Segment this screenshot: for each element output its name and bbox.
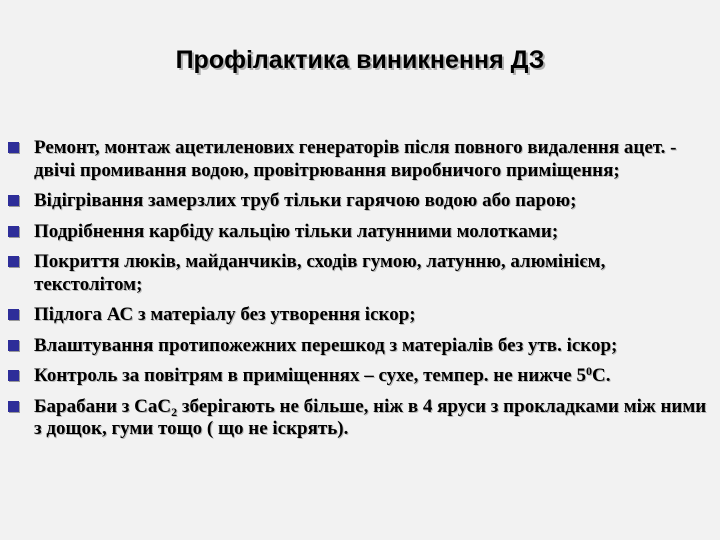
- bullet-text-start: Барабани з СаС: [34, 395, 172, 417]
- bullet-text: Підлога АС з матеріалу без утворення іскор;: [34, 304, 416, 325]
- bullet-text-end: С.: [591, 365, 611, 386]
- square-bullet-icon: [8, 226, 19, 237]
- bullet-text: Подрібнення карбіду кальцію тільки латунними молотками;: [34, 220, 559, 242]
- bullet-item: [8, 137, 708, 182]
- bullet-text-end: зберігають не більше, ніж в 4 яруси з прокладками між ними з дощок, гуми тощо ( що не іскрять).: [34, 395, 707, 439]
- bullet-text: Ремонт, монтаж ацетиленових генераторів після повного видалення ацет. - двічі промивання водою, провітрювання виробничого приміщення;: [34, 137, 677, 181]
- square-bullet-icon: [8, 340, 19, 351]
- bullet-text-start: Контроль за повітрям в приміщеннях – сухе, темпер. не нижче 5: [34, 365, 586, 386]
- bullet-item: [8, 396, 708, 441]
- bullet-item: [8, 335, 708, 358]
- square-bullet-icon: [8, 309, 19, 320]
- bullet-item: [8, 221, 708, 244]
- bullet-item: [8, 365, 708, 388]
- bullet-list: [8, 137, 708, 449]
- square-bullet-icon: [8, 142, 19, 153]
- bullet-text: Покриття люків, майданчиків, сходів гумою, латунню, алюмінієм, текстолітом;: [34, 251, 606, 295]
- bullet-text: Відігрівання замерзлих труб тільки гарячою водою або парою;: [34, 190, 577, 211]
- bullet-text: Влаштування протипожежних перешкод з матеріалів без утв. іскор;: [34, 334, 618, 356]
- degree-superscript: 0: [585, 364, 592, 378]
- bullet-item: [8, 251, 708, 296]
- square-bullet-icon: [8, 256, 19, 267]
- square-bullet-icon: [8, 401, 19, 412]
- square-bullet-icon: [8, 195, 19, 206]
- formula-subscript: 2: [171, 404, 178, 419]
- bullet-item: [8, 190, 708, 213]
- bullet-item: [8, 304, 708, 327]
- slide-title: Профілактика виникнення ДЗ: [175, 46, 545, 74]
- square-bullet-icon: [8, 370, 19, 381]
